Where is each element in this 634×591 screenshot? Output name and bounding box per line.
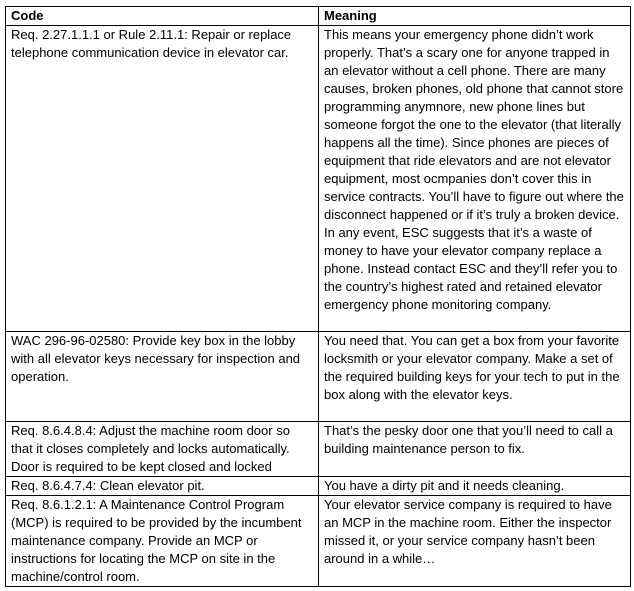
table-row bbox=[6, 332, 631, 422]
code-cell: WAC 296-96-02580: Provide key box in the lobby with all elevator keys necessary for inspection and operation. bbox=[6, 332, 319, 422]
code-meaning-table bbox=[5, 6, 631, 587]
header-code: Code bbox=[6, 7, 319, 26]
meaning-cell: Your elevator service company is required to have an MCP in the machine room. Either the inspector missed it, or your service company hasn’t been around in a while… bbox=[319, 496, 631, 587]
header-meaning: Meaning bbox=[319, 7, 631, 26]
table-row bbox=[6, 422, 631, 477]
meaning-cell: You need that. You can get a box from your favorite locksmith or your elevator company. Make a set of the required building keys for your tech to put in the box along with the elevator keys. bbox=[319, 332, 631, 422]
table-header-row bbox=[6, 7, 631, 26]
meaning-cell: You have a dirty pit and it needs cleaning. bbox=[319, 477, 631, 496]
meaning-cell: That’s the pesky door one that you’ll need to call a building maintenance person to fix. bbox=[319, 422, 631, 477]
code-cell: Req. 8.6.1.2.1: A Maintenance Control Program (MCP) is required to be provided by the incumbent maintenance company. Provide an MCP or instructions for locating the MCP on site in the machine/control room. bbox=[6, 496, 319, 587]
code-cell: Req. 2.27.1.1.1 or Rule 2.11.1: Repair or replace telephone communication device in elevator car. bbox=[6, 26, 319, 332]
meaning-cell: This means your emergency phone didn’t work properly. That’s a scary one for anyone trapped in an elevator without a cell phone. There are many causes, broken phones, old phone that cannot store programming anymnore, new phone lines but someone forgot the one to the elevator (that literally happens all the time). Since phones are pieces of equipment that ride elevators and are not elevator equipment, most ocmpanies don’t cover this in service contracts. You’ll have to figure out where the disconnect happened or if it’s truly a broken device. In any event, ESC suggests that it’s a waste of money to have your elevator company replace a phone. Instead contact ESC and they’ll refer you to the country’s highest rated and retained elevator emergency phone monitoring company. bbox=[319, 26, 631, 332]
table-row bbox=[6, 26, 631, 332]
table-row bbox=[6, 496, 631, 587]
table-row bbox=[6, 477, 631, 496]
code-cell: Req. 8.6.4.7.4: Clean elevator pit. bbox=[6, 477, 319, 496]
code-cell: Req. 8.6.4.8.4: Adjust the machine room door so that it closes completely and locks automatically. Door is required to be kept closed and locked bbox=[6, 422, 319, 477]
